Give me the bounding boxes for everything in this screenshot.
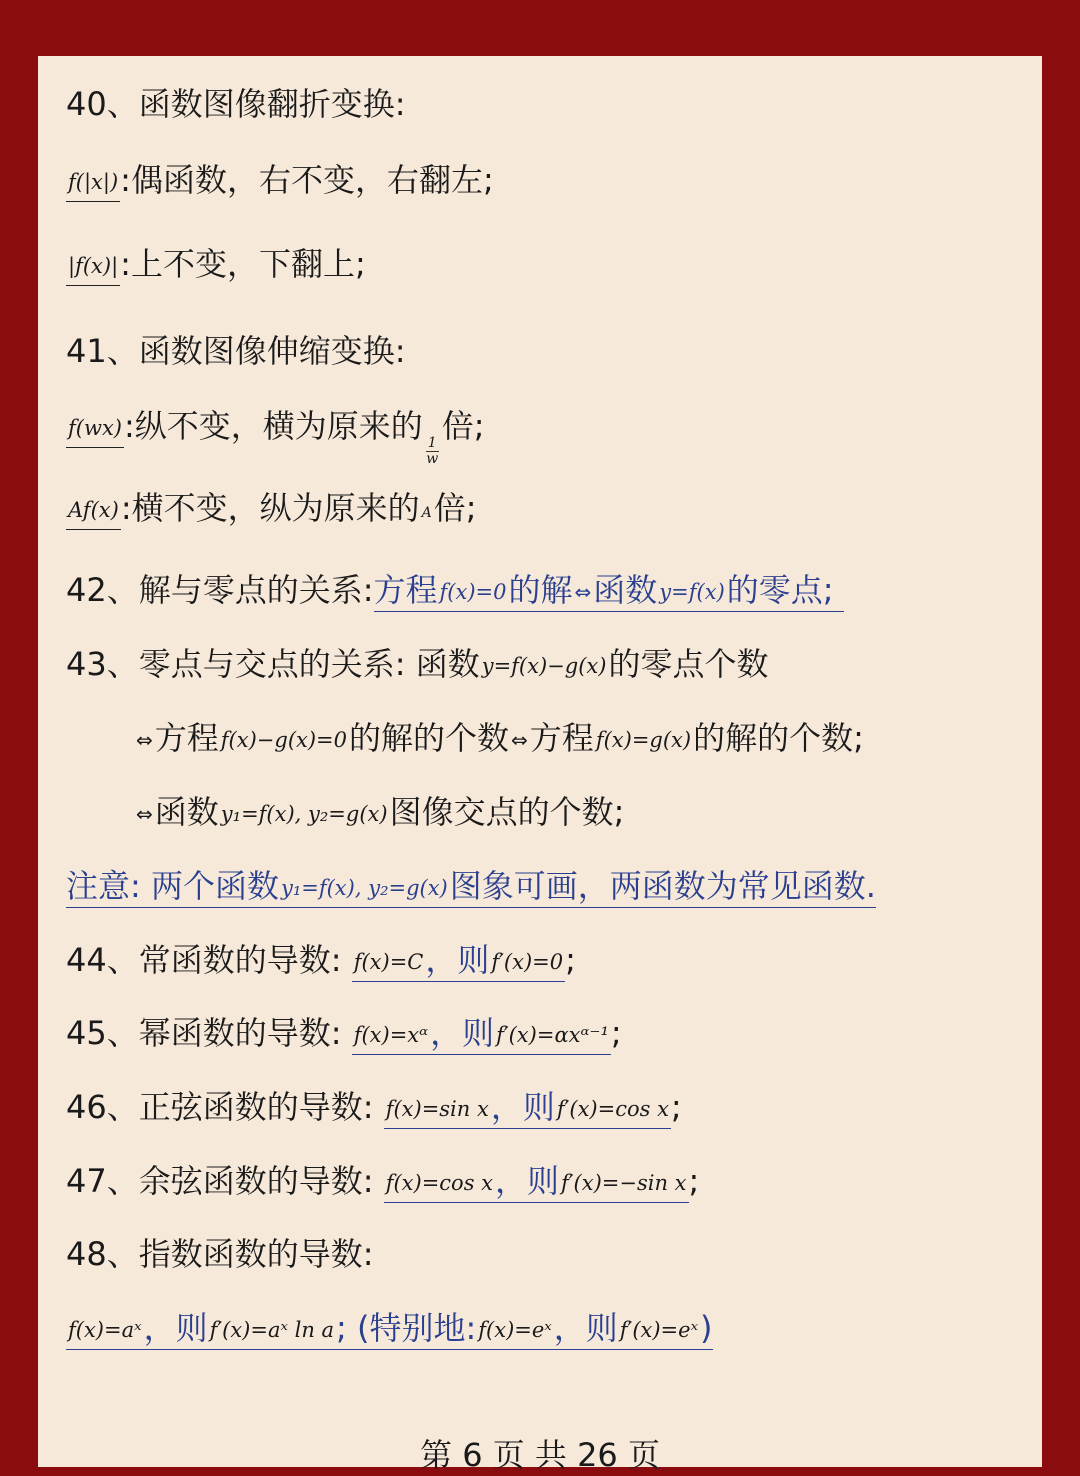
denominator: w [426, 451, 439, 467]
section-47-formula [384, 1162, 689, 1203]
iff-symbol: ⇔ [574, 580, 592, 604]
text: ，则 [553, 1309, 618, 1347]
section-46 [66, 1087, 682, 1129]
formula: y₁=f(x), y₂=g(x) [280, 876, 448, 900]
text: ; [688, 1162, 700, 1200]
text: 倍; [433, 489, 477, 527]
text: 图像交点的个数; [389, 793, 625, 831]
text: ; [565, 941, 576, 979]
text: :偶函数，右不变，右翻左; [120, 161, 494, 199]
formula-abs-f-x: |f(x)| [68, 254, 119, 278]
section-42-title: 42、解与零点的关系: [66, 571, 374, 609]
text: ，则 [430, 1014, 495, 1052]
formula: y=f(x)−g(x) [481, 654, 607, 678]
formula: f(x)=g(x) [595, 728, 692, 752]
text: 函数 [415, 645, 480, 683]
numerator: 1 [427, 435, 437, 451]
formula: f(x)=aˣ [68, 1318, 142, 1342]
text: 方程 [154, 719, 219, 757]
text: :横不变，纵为原来的 [120, 489, 420, 527]
text: :上不变，下翻上; [120, 245, 366, 283]
section-48-title: 48、指数函数的导数: [66, 1235, 374, 1273]
section-41-title: 41、函数图像伸缩变换: [66, 332, 406, 370]
section-46-formula [384, 1088, 671, 1129]
formula: y₁=f(x), y₂=g(x) [220, 802, 388, 826]
formula: f(x)−g(x)=0 [220, 728, 348, 752]
text: 函数 [154, 793, 219, 831]
formula: f′(x)=αxᵅ⁻¹ [496, 1023, 609, 1047]
text: :纵不变，横为原来的 [123, 407, 423, 445]
page-footer: 第 6 页 共 26 页 [420, 1436, 660, 1474]
text: ，则 [490, 1088, 555, 1126]
section-43-line-3 [134, 792, 624, 834]
section-47 [66, 1161, 699, 1203]
text: 的解的个数 [349, 719, 510, 757]
section-40-title: 40、函数图像翻折变换: [66, 85, 406, 123]
section-44 [66, 940, 576, 982]
section-40-line-1 [66, 160, 494, 202]
section-45-formula [352, 1014, 611, 1055]
section-43-line-1 [66, 644, 768, 686]
formula: f(x)=xᵅ [353, 1023, 429, 1047]
iff-symbol: ⇔ [511, 728, 528, 752]
formula: f(x)=eˣ [478, 1318, 552, 1342]
formula: f′(x)=−sin x [561, 1171, 687, 1195]
section-48-formula [66, 1309, 713, 1350]
formula-af-x: Af(x) [68, 498, 119, 522]
section-43-line-2 [134, 718, 864, 760]
text: ; (特别地: [336, 1309, 477, 1347]
symbol-a: A [421, 505, 432, 521]
section-45-title: 45、幂函数的导数: [66, 1014, 342, 1052]
text: 的零点; [726, 571, 834, 609]
formula: f′(x)=aˣ ln a [209, 1318, 335, 1342]
text: 图象可画，两函数为常见函数. [449, 867, 876, 905]
text: ，则 [143, 1309, 208, 1347]
text: 函数 [593, 571, 658, 609]
formula: f(x)=C [353, 950, 424, 974]
fraction-1-over-w [426, 436, 439, 467]
section-40-line-2 [66, 244, 366, 286]
iff-symbol: ⇔ [136, 802, 153, 826]
text: ，则 [494, 1162, 559, 1200]
formula: f(x)=cos x [385, 1171, 493, 1195]
formula-f-wx: f(wx) [68, 416, 122, 440]
section-42-statement [374, 571, 844, 612]
text: 倍; [441, 407, 485, 445]
formula: f′(x)=0 [491, 950, 564, 974]
formula-f-abs-x: f(|x|) [68, 170, 119, 194]
text: ; [670, 1088, 682, 1126]
text: 的解的个数; [693, 719, 864, 757]
document-page [38, 56, 1042, 1474]
section-43-title: 43、零点与交点的关系: [66, 645, 406, 683]
formula: y=f(x) [659, 580, 725, 604]
formula: f′(x)=cos x [556, 1097, 669, 1121]
section-41-line-1 [66, 406, 485, 467]
text: 注意: 两个函数 [66, 867, 279, 905]
text: ) [700, 1309, 713, 1347]
section-42 [66, 570, 844, 612]
iff-symbol: ⇔ [136, 728, 153, 752]
text: ，则 [425, 941, 490, 979]
text: ; [610, 1014, 622, 1052]
note-line [66, 866, 876, 908]
formula: f(x)=sin x [385, 1097, 489, 1121]
section-44-title: 44、常函数的导数: [66, 941, 342, 979]
text: 的零点个数 [608, 645, 769, 683]
section-44-formula [352, 941, 565, 982]
formula: f′(x)=eˣ [619, 1318, 699, 1342]
section-45 [66, 1013, 622, 1055]
section-47-title: 47、余弦函数的导数: [66, 1162, 374, 1200]
text: 的解 [508, 571, 573, 609]
text: 方程 [529, 719, 594, 757]
text: 方程 [373, 571, 438, 609]
section-48-line [66, 1308, 713, 1350]
section-46-title: 46、正弦函数的导数: [66, 1088, 374, 1126]
note-statement [66, 867, 876, 908]
section-41-line-2 [66, 488, 477, 533]
formula: f(x)=0 [439, 580, 507, 604]
